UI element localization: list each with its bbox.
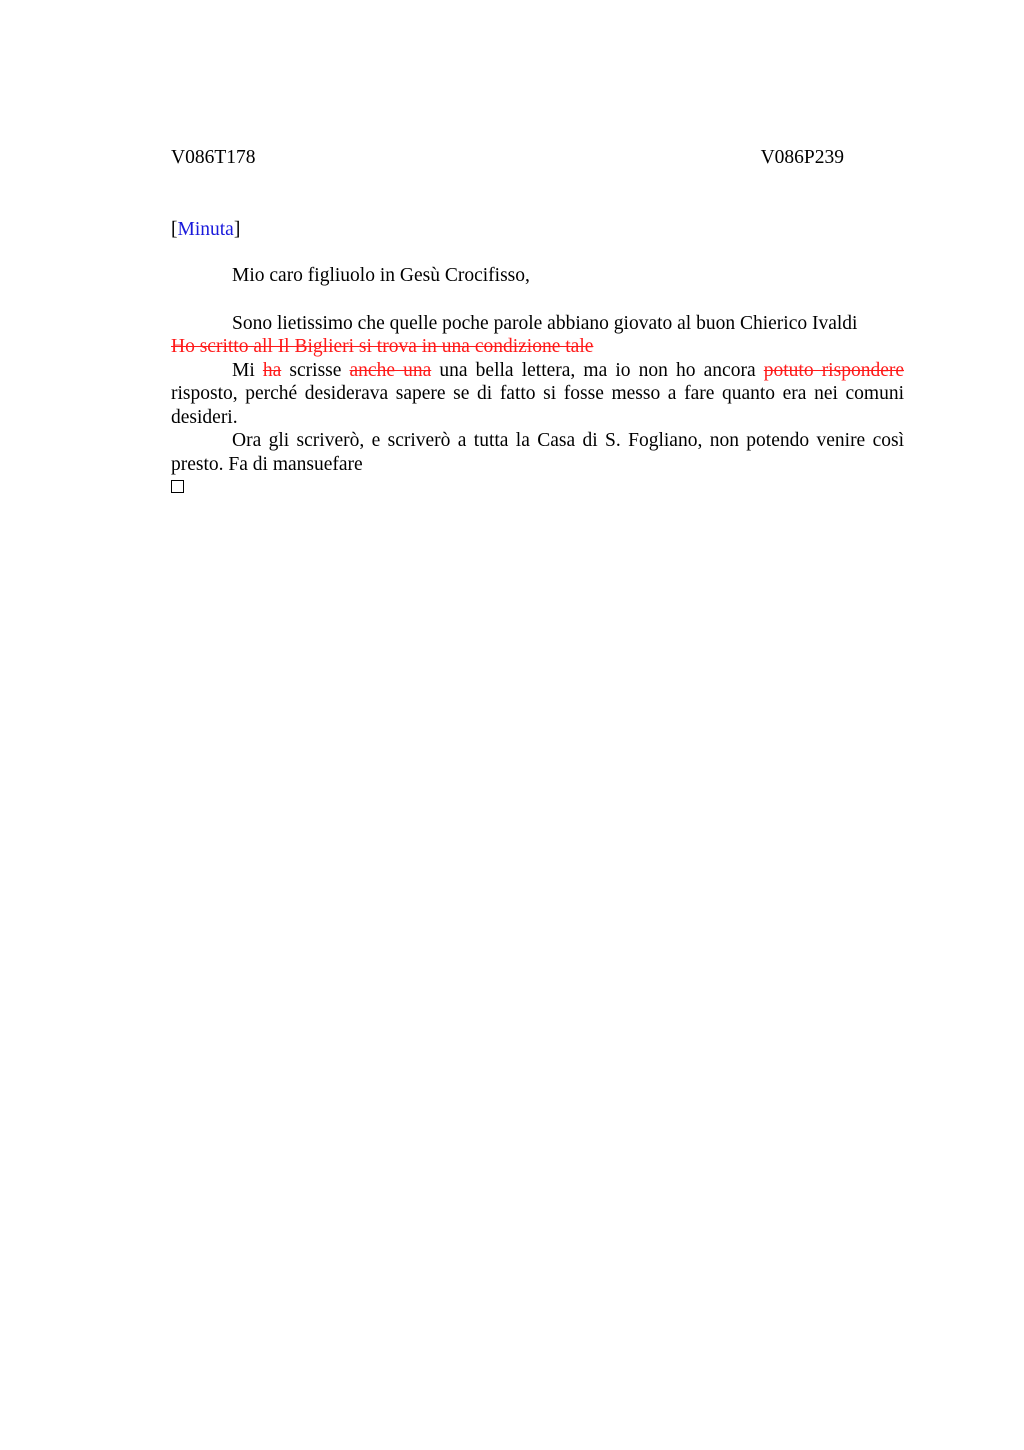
deleted-text: Ho scritto all Il Biglieri si trova in una condizione tale (171, 336, 594, 357)
deleted-text: potuto rispondere (763, 359, 904, 381)
paragraph-1-deleted (171, 335, 904, 359)
checkbox-icon (171, 480, 184, 493)
page-id: V086P239 (760, 147, 844, 168)
text-id: V086T178 (171, 147, 256, 168)
minuta-label (171, 217, 240, 243)
paragraph-3 (171, 429, 904, 476)
deleted-text: ha (262, 359, 282, 381)
paragraph-1-text: Sono lietissimo che quelle poche parole abbiano giovato al buon Chierico Ivaldi (232, 312, 858, 334)
deleted-text: anche una (349, 359, 432, 381)
document-header (171, 145, 844, 171)
minuta-link[interactable]: Minuta (177, 219, 234, 240)
paragraph-gap (171, 288, 904, 312)
paragraph-1 (171, 312, 904, 336)
p3-text: Ora gli scriverò, e scriverò a tutta la Casa di S. Fogliano, non potendo venire così presto. Fa di mansuefare (171, 430, 904, 475)
salutation: Mio caro figliuolo in Gesù Crocifisso, (232, 265, 530, 286)
paragraph-2 (171, 359, 904, 430)
end-marker (171, 476, 904, 500)
p2-text-3: una bella lettera, ma io non ho ancora (431, 359, 764, 381)
bracket-close: ] (233, 219, 241, 240)
letter-body (171, 264, 904, 500)
p2-text-2: scrisse (281, 359, 350, 381)
p2-text-1: Mi (232, 359, 263, 381)
bracket-open: [ (171, 219, 178, 240)
p2-text-4: risposto, perché desiderava sapere se di fatto si fosse messo a fare quanto era nei comuni desideri. (171, 383, 904, 428)
